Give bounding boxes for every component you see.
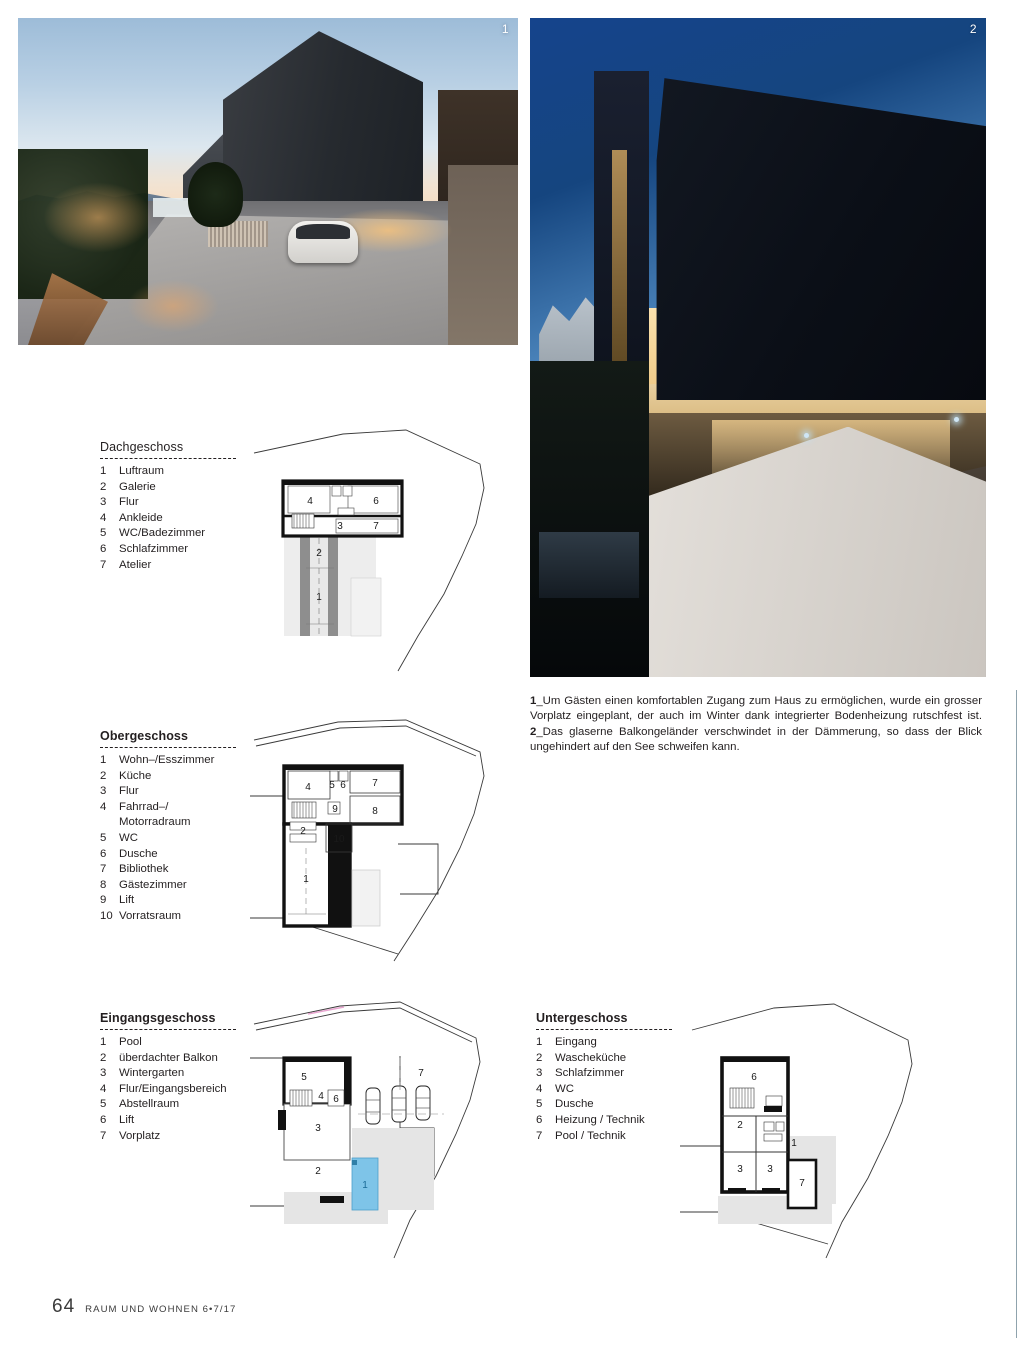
photo-cantilever-dusk	[530, 18, 986, 677]
svg-text:4: 4	[307, 496, 313, 507]
list-item	[100, 862, 250, 878]
item-label: Wohn–/Esszimmer	[119, 754, 215, 766]
item-number: 9	[100, 894, 107, 907]
page-footer	[52, 1296, 236, 1318]
svg-text:4: 4	[305, 782, 311, 793]
legend-title: Obergeschoss	[100, 729, 189, 743]
legend-list	[100, 464, 250, 573]
garden-light-glow	[43, 182, 153, 254]
item-label: Wintergarten	[119, 1067, 185, 1080]
list-item	[536, 1035, 686, 1051]
caption-marker-1: 1	[530, 695, 537, 707]
item-label: Eingang	[555, 1036, 597, 1048]
svg-text:3: 3	[737, 1164, 743, 1175]
dark-foreground	[530, 361, 649, 677]
floorplan-untergeschoss	[678, 1000, 930, 1262]
item-number: 3	[100, 785, 107, 798]
svg-text:6: 6	[333, 1094, 339, 1105]
svg-text:1: 1	[362, 1180, 368, 1191]
legend-divider	[536, 1029, 672, 1030]
list-item	[100, 769, 250, 785]
item-label: Lift	[119, 1113, 135, 1126]
list-item	[100, 1129, 260, 1145]
list-item	[536, 1097, 686, 1113]
item-label: Küche	[119, 769, 152, 782]
item-number: 1	[100, 1036, 107, 1048]
item-number: 5	[100, 527, 107, 540]
item-label: WC/Badezimmer	[119, 527, 206, 540]
list-item	[100, 511, 250, 527]
svg-text:2: 2	[737, 1120, 743, 1131]
lower-level-glazing	[539, 532, 639, 598]
pool-spotlight	[954, 417, 959, 422]
list-item	[100, 909, 250, 925]
item-number: 6	[100, 542, 107, 555]
item-label	[119, 800, 250, 831]
item-label: Schlafzimmer	[555, 1067, 624, 1080]
list-item	[100, 464, 250, 480]
list-item	[100, 753, 250, 769]
list-item	[100, 1051, 260, 1067]
legend-untergeschoss	[536, 1011, 686, 1144]
item-number: 2	[536, 1051, 543, 1064]
legend-eingangsgeschoss	[100, 1011, 260, 1144]
item-number: 7	[100, 558, 107, 571]
caption-marker-2: 2	[530, 725, 537, 738]
item-number: 2	[100, 769, 107, 782]
svg-text:2: 2	[316, 548, 322, 559]
item-number: 6	[100, 847, 107, 860]
svg-text:10: 10	[333, 834, 345, 845]
legend-divider	[100, 747, 236, 748]
pool-spotlight	[804, 433, 809, 438]
parked-car	[288, 221, 358, 264]
item-number: 1	[100, 754, 107, 766]
item-number: 4	[100, 800, 107, 813]
legend-dachgeschoss	[100, 440, 250, 573]
list-item	[100, 495, 250, 511]
item-label: Schlafzimmer	[119, 542, 188, 555]
shrub	[188, 162, 243, 227]
retaining-wall	[448, 165, 518, 345]
item-label: Dusche	[119, 847, 158, 860]
item-label: Vorplatz	[119, 1129, 161, 1142]
legend-title: Untergeschoss	[536, 1011, 628, 1025]
item-number: 3	[100, 496, 107, 509]
item-label: WC	[555, 1082, 574, 1095]
svg-text:7: 7	[373, 521, 379, 532]
list-item	[536, 1113, 686, 1129]
svg-text:2: 2	[300, 826, 306, 837]
floorplan-eingangsgeschoss	[248, 1000, 500, 1262]
item-number: 3	[536, 1067, 543, 1080]
item-number: 8	[100, 878, 107, 891]
list-item	[100, 558, 250, 574]
list-item	[536, 1082, 686, 1098]
item-number: 4	[100, 511, 107, 524]
legend-obergeschoss	[100, 729, 250, 925]
photo-driveway-twilight	[18, 18, 518, 345]
item-number: 7	[536, 1129, 543, 1142]
item-label: Pool / Technik	[555, 1129, 626, 1142]
list-item	[100, 1097, 260, 1113]
legend-divider	[100, 1029, 236, 1030]
item-number: 5	[100, 831, 107, 844]
item-label: Pool	[119, 1036, 142, 1048]
svg-text:3: 3	[337, 521, 343, 532]
item-label: Ankleide	[119, 511, 163, 524]
item-label: Galerie	[119, 480, 156, 493]
list-item	[100, 831, 250, 847]
list-item	[100, 542, 250, 558]
svg-text:1: 1	[791, 1138, 797, 1149]
photo-number-badge: 2	[969, 22, 977, 36]
legend-title: Dachgeschoss	[100, 440, 184, 454]
svg-text:3: 3	[767, 1164, 773, 1175]
item-number: 10	[100, 909, 113, 922]
svg-text:6: 6	[751, 1072, 757, 1083]
item-label: Flur	[119, 496, 139, 509]
list-item	[536, 1129, 686, 1145]
facade-light-slit	[612, 150, 627, 374]
item-number: 4	[100, 1082, 107, 1095]
legend-list	[536, 1035, 686, 1144]
list-item	[100, 1066, 260, 1082]
floorplan-dachgeschoss	[248, 428, 500, 673]
svg-text:6: 6	[340, 780, 346, 791]
list-item	[100, 1035, 260, 1051]
item-label: Flur/Eingangsbereich	[119, 1082, 227, 1095]
svg-text:7: 7	[418, 1068, 424, 1079]
floorplan-obergeschoss	[248, 718, 500, 963]
legend-divider	[100, 458, 236, 459]
item-number: 1	[100, 465, 107, 477]
list-item	[100, 1082, 260, 1098]
svg-text:8: 8	[372, 806, 378, 817]
item-label: überdachter Balkon	[119, 1051, 218, 1064]
caption-text-2: _Das glaserne Balkongeländer verschwindet in der Dämmerung, so dass der Blick ungehindert auf den See schweifen kann.	[530, 725, 982, 754]
item-number: 5	[100, 1098, 107, 1111]
list-item	[100, 893, 250, 909]
item-number: 6	[536, 1113, 543, 1126]
page-edge-rule	[1016, 690, 1017, 1338]
item-number: 4	[536, 1082, 543, 1095]
item-label: Bibliothek	[119, 863, 169, 876]
list-item	[100, 526, 250, 542]
svg-text:5: 5	[301, 1072, 307, 1083]
item-number: 2	[100, 1051, 107, 1064]
item-label: Atelier	[119, 558, 152, 571]
item-label: Vorratsraum	[119, 909, 182, 922]
svg-text:3: 3	[315, 1123, 321, 1134]
item-label: Heizung / Technik	[555, 1113, 645, 1126]
item-number: 2	[100, 480, 107, 493]
list-item	[536, 1066, 686, 1082]
item-number: 1	[536, 1036, 543, 1048]
magazine-issue: RAUM UND WOHNEN 6•7/17	[85, 1304, 237, 1315]
svg-text:7: 7	[372, 778, 378, 789]
item-number: 6	[100, 1113, 107, 1126]
list-item	[100, 847, 250, 863]
item-number: 7	[100, 1129, 107, 1142]
list-item	[100, 784, 250, 800]
legend-title: Eingangsgeschoss	[100, 1011, 216, 1025]
page-number: 64	[52, 1296, 76, 1317]
item-label: Lift	[119, 894, 135, 907]
list-item	[536, 1051, 686, 1067]
item-label: Luftraum	[119, 465, 164, 477]
item-number: 3	[100, 1067, 107, 1080]
item-label: Wascheküche	[555, 1051, 627, 1064]
photo-caption	[530, 694, 982, 756]
item-label-line2: Motorradraum	[119, 816, 191, 829]
svg-text:6: 6	[373, 496, 379, 507]
svg-text:4: 4	[318, 1091, 324, 1102]
item-label: Abstellraum	[119, 1098, 180, 1111]
item-label: Flur	[119, 785, 139, 798]
svg-text:1: 1	[316, 592, 322, 603]
list-item	[100, 800, 250, 831]
item-label: Dusche	[555, 1098, 594, 1111]
photo-number-badge: 1	[501, 22, 509, 36]
caption-text-1: _Um Gästen einen komfortablen Zugang zum Haus zu ermöglichen, wurde ein grosser Vorplatz eingeplant, der auch im Winter dank integrierter Bodenheizung rutschfest ist.	[530, 695, 982, 723]
list-item	[100, 480, 250, 496]
list-item	[100, 1113, 260, 1129]
item-number: 7	[100, 863, 107, 876]
svg-text:2: 2	[315, 1166, 321, 1177]
item-label-line1: Fahrrad–/	[119, 800, 169, 813]
svg-text:1: 1	[303, 874, 309, 885]
svg-text:7: 7	[799, 1178, 805, 1189]
path-light-glow	[128, 280, 218, 332]
item-label: WC	[119, 831, 138, 844]
legend-list	[100, 753, 250, 925]
item-label: Gästezimmer	[119, 878, 187, 891]
item-number: 5	[536, 1098, 543, 1111]
list-item	[100, 878, 250, 894]
svg-text:9: 9	[332, 804, 338, 815]
svg-text:5: 5	[329, 780, 335, 791]
legend-list	[100, 1035, 260, 1144]
